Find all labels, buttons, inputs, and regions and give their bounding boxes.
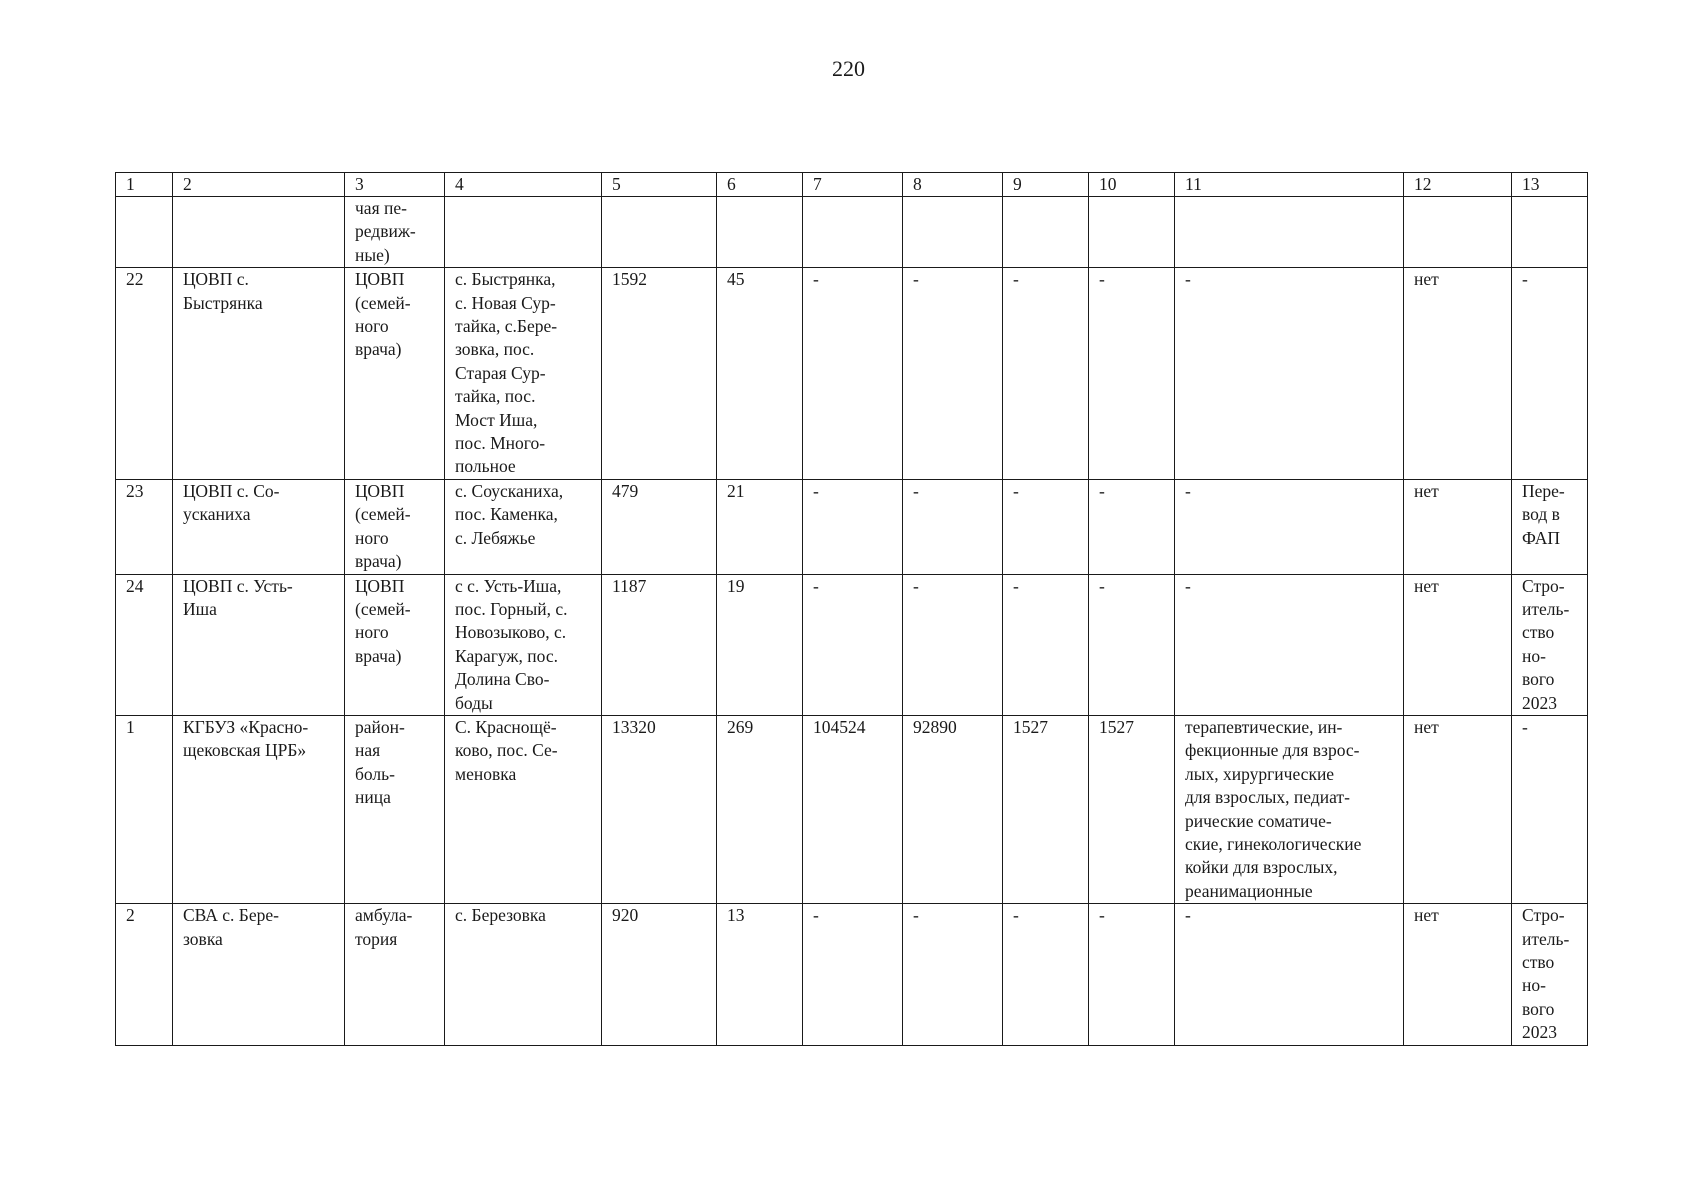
cell-col-5: 920 xyxy=(602,904,717,1045)
cell-col-8: - xyxy=(903,574,1003,715)
cell-col-12: нет xyxy=(1404,715,1512,903)
cell-name: ЦОВП с. Усть- Иша xyxy=(173,574,345,715)
cell-col-7 xyxy=(803,197,903,268)
cell-col-7: - xyxy=(803,904,903,1045)
cell-col-9: - xyxy=(1003,904,1089,1045)
cell-type: район- ная боль- ница xyxy=(345,715,445,903)
cell-col-7: - xyxy=(803,574,903,715)
table-row xyxy=(116,715,1588,903)
cell-col-8: 92890 xyxy=(903,715,1003,903)
cell-type: ЦОВП (семей- ного врача) xyxy=(345,479,445,574)
cell-settlements: с. Быстрянка, с. Новая Сур- тайка, с.Бере- зовка, пос. Старая Сур- тайка, пос. Мост Иша, пос. Много- польное xyxy=(445,268,602,480)
cell-bed-profiles: - xyxy=(1175,268,1404,480)
cell-settlements: С. Краснощё- ково, пос. Се- меновка xyxy=(445,715,602,903)
cell-col-10 xyxy=(1089,197,1175,268)
cell-col-10: - xyxy=(1089,904,1175,1045)
col-header-6: 6 xyxy=(717,173,803,197)
col-header-8: 8 xyxy=(903,173,1003,197)
cell-col-12: нет xyxy=(1404,479,1512,574)
cell-number: 23 xyxy=(116,479,173,574)
cell-settlements: с. Соусканиха, пос. Каменка, с. Лебяжье xyxy=(445,479,602,574)
cell-name: ЦОВП с. Со- усканиха xyxy=(173,479,345,574)
cell-col-9: - xyxy=(1003,479,1089,574)
cell-col-10: 1527 xyxy=(1089,715,1175,903)
cell-col-8 xyxy=(903,197,1003,268)
table-row xyxy=(116,197,1588,268)
cell-settlements: с. Березовка xyxy=(445,904,602,1045)
cell-bed-profiles: - xyxy=(1175,904,1404,1045)
page-number: 220 xyxy=(832,56,865,81)
cell-col-9: - xyxy=(1003,268,1089,480)
cell-settlements: с с. Усть-Иша, пос. Горный, с. Новозыково, с. Карагуж, пос. Долина Сво- боды xyxy=(445,574,602,715)
cell-col-6: 19 xyxy=(717,574,803,715)
cell-number: 1 xyxy=(116,715,173,903)
cell-col-5: 1592 xyxy=(602,268,717,480)
cell-col-5: 13320 xyxy=(602,715,717,903)
cell-col-8: - xyxy=(903,268,1003,480)
table-row xyxy=(116,904,1588,1045)
cell-col-5: 1187 xyxy=(602,574,717,715)
cell-bed-profiles: - xyxy=(1175,479,1404,574)
table-row xyxy=(116,268,1588,480)
col-header-1: 1 xyxy=(116,173,173,197)
cell-bed-profiles: - xyxy=(1175,574,1404,715)
cell-col-6 xyxy=(717,197,803,268)
cell-name: КГБУЗ «Красно- щековская ЦРБ» xyxy=(173,715,345,903)
cell-name xyxy=(173,197,345,268)
col-header-11: 11 xyxy=(1175,173,1404,197)
column-number-row xyxy=(116,173,1588,197)
col-header-10: 10 xyxy=(1089,173,1175,197)
cell-col-6: 45 xyxy=(717,268,803,480)
table-row xyxy=(116,479,1588,574)
col-header-4: 4 xyxy=(445,173,602,197)
cell-plans: Стро- итель- ство но- вого 2023 xyxy=(1512,904,1588,1045)
cell-col-10: - xyxy=(1089,479,1175,574)
col-header-2: 2 xyxy=(173,173,345,197)
col-header-12: 12 xyxy=(1404,173,1512,197)
cell-col-7: - xyxy=(803,479,903,574)
cell-col-6: 13 xyxy=(717,904,803,1045)
cell-name: ЦОВП с. Быстрянка xyxy=(173,268,345,480)
cell-col-5: 479 xyxy=(602,479,717,574)
cell-plans: Стро- итель- ство но- вого 2023 xyxy=(1512,574,1588,715)
cell-col-12: нет xyxy=(1404,574,1512,715)
col-header-13: 13 xyxy=(1512,173,1588,197)
cell-plans: - xyxy=(1512,268,1588,480)
table-row xyxy=(116,574,1588,715)
cell-plans: - xyxy=(1512,715,1588,903)
cell-col-6: 21 xyxy=(717,479,803,574)
facility-table xyxy=(115,172,1588,1046)
cell-number: 22 xyxy=(116,268,173,480)
cell-col-6: 269 xyxy=(717,715,803,903)
col-header-5: 5 xyxy=(602,173,717,197)
cell-type: ЦОВП (семей- ного врача) xyxy=(345,268,445,480)
cell-col-5 xyxy=(602,197,717,268)
cell-col-12 xyxy=(1404,197,1512,268)
cell-type: ЦОВП (семей- ного врача) xyxy=(345,574,445,715)
cell-col-10: - xyxy=(1089,574,1175,715)
cell-bed-profiles xyxy=(1175,197,1404,268)
cell-col-7: - xyxy=(803,268,903,480)
cell-number xyxy=(116,197,173,268)
cell-number: 2 xyxy=(116,904,173,1045)
cell-number: 24 xyxy=(116,574,173,715)
cell-type: чая пе- редвиж- ные) xyxy=(345,197,445,268)
cell-settlements xyxy=(445,197,602,268)
cell-col-12: нет xyxy=(1404,904,1512,1045)
cell-col-7: 104524 xyxy=(803,715,903,903)
cell-plans xyxy=(1512,197,1588,268)
col-header-7: 7 xyxy=(803,173,903,197)
col-header-3: 3 xyxy=(345,173,445,197)
cell-col-10: - xyxy=(1089,268,1175,480)
cell-col-12: нет xyxy=(1404,268,1512,480)
cell-plans: Пере- вод в ФАП xyxy=(1512,479,1588,574)
cell-col-8: - xyxy=(903,904,1003,1045)
cell-bed-profiles: терапевтические, ин- фекционные для взрос- лых, хирургические для взрослых, педиат- рические соматиче- ские, гинекологические койки для взрослых, реанимационные xyxy=(1175,715,1404,903)
cell-type: амбула- тория xyxy=(345,904,445,1045)
col-header-9: 9 xyxy=(1003,173,1089,197)
cell-name: СВА с. Бере- зовка xyxy=(173,904,345,1045)
cell-col-8: - xyxy=(903,479,1003,574)
cell-col-9: - xyxy=(1003,574,1089,715)
cell-col-9 xyxy=(1003,197,1089,268)
cell-col-9: 1527 xyxy=(1003,715,1089,903)
